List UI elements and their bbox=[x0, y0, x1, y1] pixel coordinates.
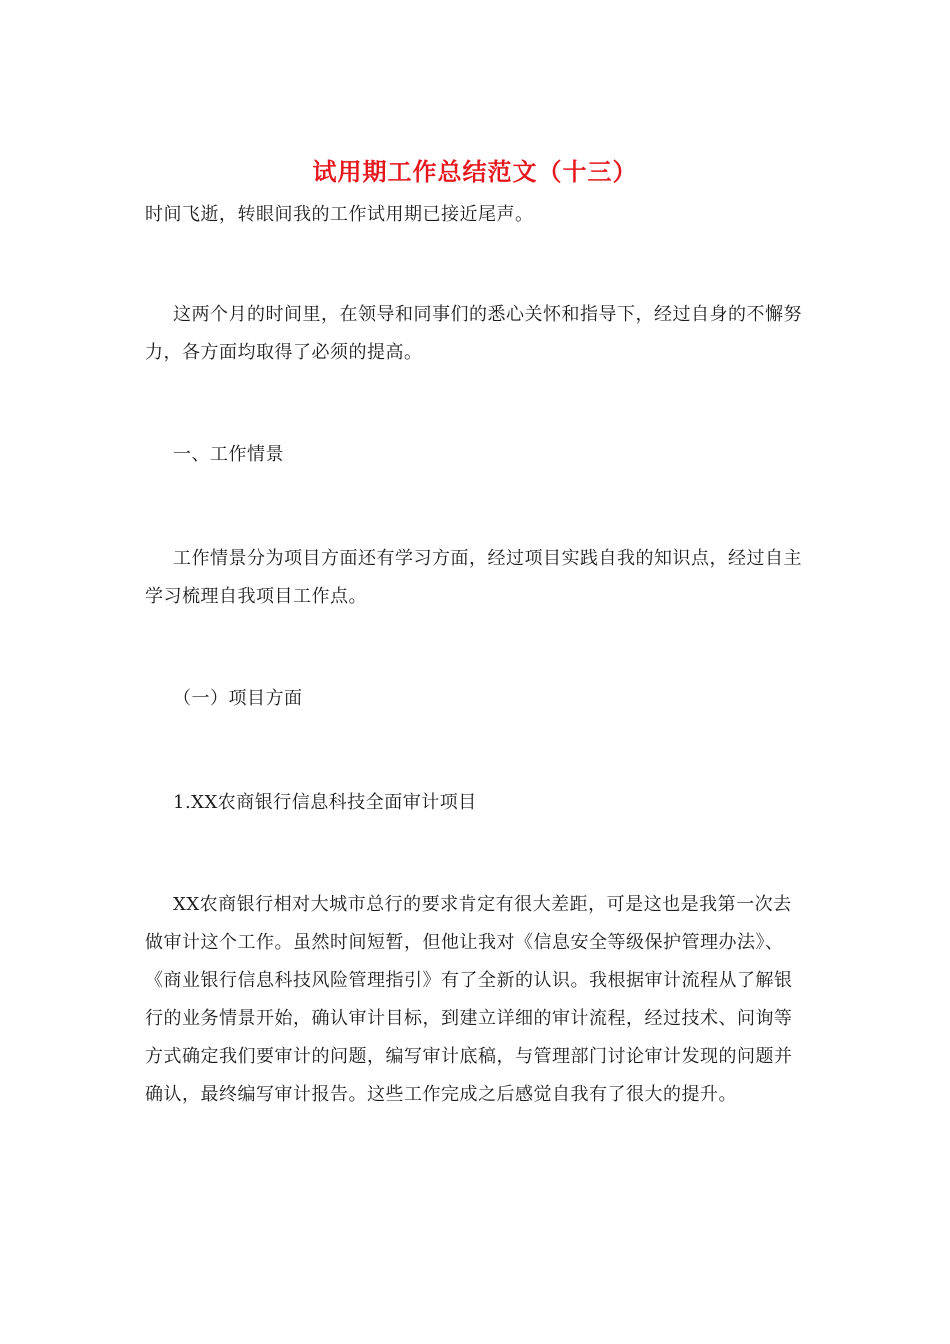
paragraph-audit-details: XX农商银行相对大城市总行的要求肯定有很大差距，可是这也是我第一次去做审计这个工作。虽然时间短暂，但他让我对《信息安全等级保护管理办法》、《商业银行信息科技风险管理指引》有了全新的认识。我根据审计流程从了解银行的业务情景开始，确认审计目标，到建立详细的审计流程，经过技术、问询等方式确定我们要审计的问题，编写审计底稿，与管理部门讨论审计发现的问题并确认，最终编写审计报告。这些工作完成之后感觉自我有了很大的提升。 bbox=[145, 894, 793, 1105]
section-heading-work: 一、工作情景 bbox=[173, 444, 284, 465]
paragraph-overview: 这两个月的时间里，在领导和同事们的悉心关怀和指导下，经过自身的不懈努力，各方面均取得了必须的提高。 bbox=[145, 304, 802, 363]
subsection-heading-project: （一）项目方面 bbox=[173, 688, 303, 709]
paragraph-intro: 时间飞逝，转眼间我的工作试用期已接近尾声。 bbox=[145, 204, 534, 225]
paragraph-work-summary: 工作情景分为项目方面还有学习方面，经过项目实践自我的知识点，经过自主学习梳理自我项目工作点。 bbox=[145, 548, 802, 607]
item-heading-audit-project: 1.XX农商银行信息科技全面审计项目 bbox=[173, 792, 477, 813]
document-title: 试用期工作总结范文（十三） bbox=[312, 157, 638, 186]
